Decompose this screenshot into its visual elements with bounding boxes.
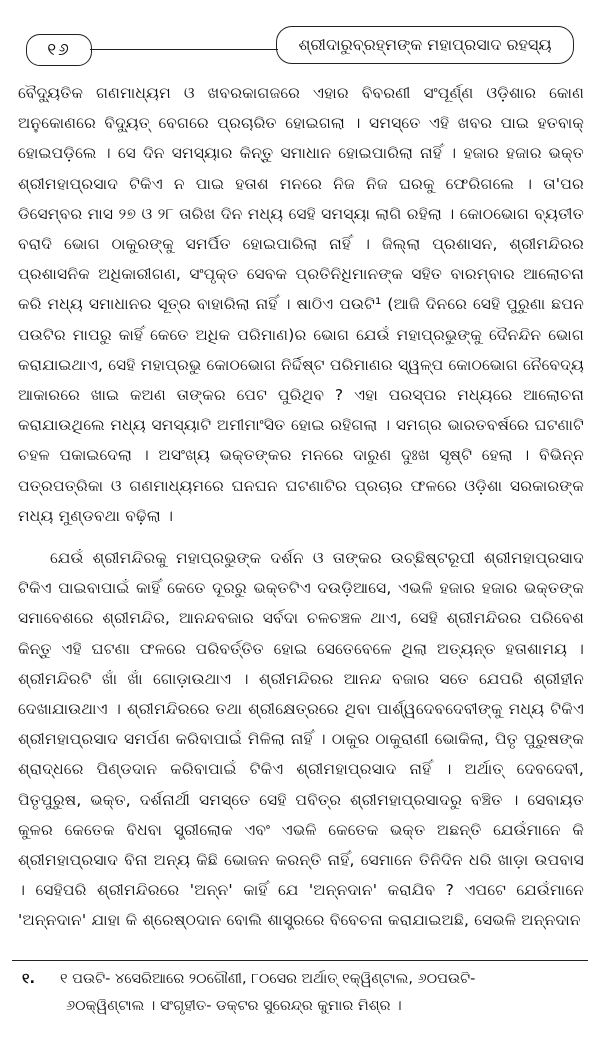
footnote-line-2: ୬୦କ୍ୱିଣ୍ଟାଲ । ସଂଗୃହୀତ- ଡକ୍ଟର ସୁରେନ୍ଦ୍ର କୁମାର ମିଶ୍ର । (66, 998, 402, 1014)
page-number: ୧୬ (26, 34, 92, 66)
footnote-rule (12, 960, 588, 961)
footnote-text-1: ୧ ପଉଟି- ୪ସେରିଆରେ ୨୦ଗୌଣୀ, ୮୦ସେର ଅର୍ଥାତ୍ ୧କ୍ୱିଣ୍ଟାଲ, ୬୦ପଉଟି- (60, 971, 476, 987)
paragraph-2: ଯେଉଁ ଶ୍ରୀମନ୍ଦିରକୁ ମହାପ୍ରଭୁଙ୍କ ଦର୍ଶନ ଓ ତାଙ୍କର ଉଚ୍ଛିଷ୍ଟରୂପୀ ଶ୍ରୀମହାପ୍ରସାଦ ଟିକିଏ ପାଇବାପାଇଁ କାହିଁ କେତେ ଦୂରରୁ ଭକ୍ତଟିଏ ଦଉଡ଼ିଆସେ, ଏଭଳି ହଜାର ହଜାର ଭକ୍ତଙ୍କ ସମାବେଶରେ ଶ୍ରୀମନ୍ଦିର, ଆନନ୍ଦବଜାର ସର୍ବଦା ଚଳଚଞ୍ଚଳ ଥାଏ, ସେହି ଶ୍ରୀମନ୍ଦିରର ପରିବେଶ କିନ୍ତୁ ଏହି ଘଟଣା ଫଳରେ ପରିବର୍ତ୍ତିତ ହୋଇ ସେତେବେଳେ ଥିଲା ଅତ୍ୟନ୍ତ ହତାଶାମୟ । ଶ୍ରୀମନ୍ଦିରଟି ଖାଁ ଖାଁ ଗୋଡ଼ାଉଥାଏ । ଶ୍ରୀମନ୍ଦିରର ଆନନ୍ଦ ବଜାର ସତେ ଯେପରି ଶ୍ରୀହୀନ ଦେଖାଯାଉଥାଏ । ଶ୍ରୀମନ୍ଦିରରେ ତଥା ଶ୍ରୀକ୍ଷେତ୍ରରେ ଥିବା ପାର୍ଶ୍ୱଦେବଦେବୀଙ୍କୁ ମଧ୍ୟ ଟିକିଏ ଶ୍ରୀମହାପ୍ରସାଦ ସମର୍ପଣ କରିବାପାଇଁ ମିଳିଲା ନାହିଁ । ଠାକୁର ଠାକୁରାଣୀ ଭୋକିଲା, ପିତୃ ପୁରୁଷଙ୍କ ଶ୍ରାଦ୍ଧରେ ପିଣ୍ଡଦାନ କରିବାପାଇଁ ଟିକିଏ ଶ୍ରୀମହାପ୍ରସାଦ ନାହିଁ । ଅର୍ଥାତ୍ ଦେବଦେବୀ, ପିତୃପୁରୁଷ, ଭକ୍ତ, ଦର୍ଶନାର୍ଥୀ ସମସ୍ତେ ସେହି ପବିତ୍ର ଶ୍ରୀମହାପ୍ରସାଦରୁ ବଞ୍ଚିତ । ସେବାୟତ କୁଳର କେତେକ ବିଧବା ସ୍ତ୍ରୀଲୋକ ଏବଂ ଏଭଳି କେତେକ ଭକ୍ତ ଅଛନ୍ତି ଯେଉଁମାନେ କି ଶ୍ରୀମହାପ୍ରସାଦ ବିନା ଅନ୍ୟ କିଛି ଭୋଜନ କରନ୍ତି ନାହିଁ, ସେମାନେ ତିନିଦିନ ଧରି ଖାଡ଼ା ଉପବାସ । ସେହିପରି ଶ୍ରୀମନ୍ଦିରରେ 'ଅନ୍ନ' କାହିଁ ଯେ 'ଅନ୍ନଦାନ' କରାଯିବ ? ଏପଟେ ଯେଉଁମାନେ 'ଅନ୍ନଦାନ' ଯାହା କି ଶ୍ରେଷ୍ଠଦାନ ବୋଲି ଶାସ୍ତ୍ରରେ ବିବେଚନା କରାଯାଇଅଛି, ସେଭଳି ଅନ୍ନଦାନ (18, 549, 584, 930)
paragraph-1: ବୈଦ୍ୟୁତିକ ଗଣମାଧ୍ୟମ ଓ ଖବରକାଗଜରେ ଏହାର ବିବରଣୀ ସଂପୂର୍ଣ୍ଣ ଓଡ଼ିଶାର କୋଣ ଅନୁକୋଣରେ ବିଦ୍ୟୁତ୍ ବେଗରେ ପ୍ରଚାରିତ ହୋଇଗଲା । ସମସ୍ତେ ଏହି ଖବର ପାଇ ହତବାକ୍ ହୋଇପଡ଼ିଲେ । ସେ ଦିନ ସମସ୍ୟାର କିନ୍ତୁ ସମାଧାନ ହୋଇପାରିଲା ନାହିଁ । ହଜାର ହଜାର ଭକ୍ତ ଶ୍ରୀମହାପ୍ରସାଦ ଟିକିଏ ନ ପାଇ ହତାଶ ମନରେ ନିଜ ନିଜ ଘରକୁ ଫେରିଗଲେ । ତା'ପର ଡିସେମ୍ବର ମାସ ୨୭ ଓ ୨୮ ତାରିଖ ଦିନ ମଧ୍ୟ ସେହି ସମସ୍ୟା ଲାଗି ରହିଲା । କୋଠଭୋଗ ବ୍ୟତୀତ ବରାଦି ଭୋଗ ଠାକୁରଙ୍କୁ ସମର୍ପିତ ହୋଇପାରିଲା ନାହିଁ । ଜିଲ୍ଲା ପ୍ରଶାସନ, ଶ୍ରୀମନ୍ଦିରର ପ୍ରଶାସନିକ ଅଧିକାରୀଗଣ, ସଂପୃକ୍ତ ସେବକ ପ୍ରତିନିଧିମାନଙ୍କ ସହିତ ବାରମ୍ବାର ଆଲୋଚନା କରି ମଧ୍ୟ ସମାଧାନର ସୂତ୍ର ବାହାରିଲା ନାହିଁ । ଷାଠିଏ ପଉଟି¹ (ଆଜି ଦିନରେ ସେହି ପୁରୁଣା ଛପନ ପଉଟିର ମାପରୁ କାହିଁ କେତେ ଅଧିକ ପରିମାଣ)ର ଭୋଗ ଯେଉଁ ମହାପ୍ରଭୁଙ୍କୁ ଦୈନନ୍ଦିନ ଭୋଗ କରାଯାଇଥାଏ, ସେହି ମହାପ୍ରଭୁ କୋଠଭୋଗ ନିର୍ଦ୍ଦିଷ୍ଟ ପରିମାଣର ସ୍ୱଳ୍ପ କୋଠଭୋଗ ନୈବେଦ୍ୟ ଆକାରରେ ଖାଇ କଅଣ ତାଙ୍କର ପେଟ ପୁରିଥିବ ? ଏହା ପରସ୍ପର ମଧ୍ୟରେ ଆଲୋଚନା କରାଯାଉଥିଲେ ମଧ୍ୟ ସମସ୍ୟାଟି ଅମୀମାଂସିତ ହୋଇ ରହିଗଲା । ସମଗ୍ର ଭାରତବର୍ଷରେ ଘଟଣାଟି ଚହଳ ପକାଇଦେଲା । ଅସଂଖ୍ୟ ଭକ୍ତଙ୍କର ମନରେ ଦାରୁଣ ଦୁଃଖ ସୃଷ୍ଟି ହେଲା । ବିଭିନ୍ନ ପତ୍ରପତ୍ରିକା ଓ ଗଣମାଧ୍ୟମରେ ଘନଘନ ଘଟଣାଟିର ପ୍ରଚାର ଫଳରେ ଓଡ଼ିଶା ସରକାରଙ୍କ ମଧ୍ୟ ମୁଣ୍ଡବଥା ବଢ଼ିଲା । (18, 84, 584, 525)
header-rule (90, 49, 278, 50)
footnote-line-1 (22, 966, 582, 993)
page-header (26, 26, 574, 66)
running-title: ଶ୍ରୀଦାରୁବ୍ରହ୍ମଙ୍କ ମହାପ୍ରସାଦ ରହସ୍ୟ (276, 26, 574, 64)
footnote-marker: ୧. (22, 971, 36, 987)
body-text (18, 78, 584, 936)
footnote (22, 966, 582, 1020)
